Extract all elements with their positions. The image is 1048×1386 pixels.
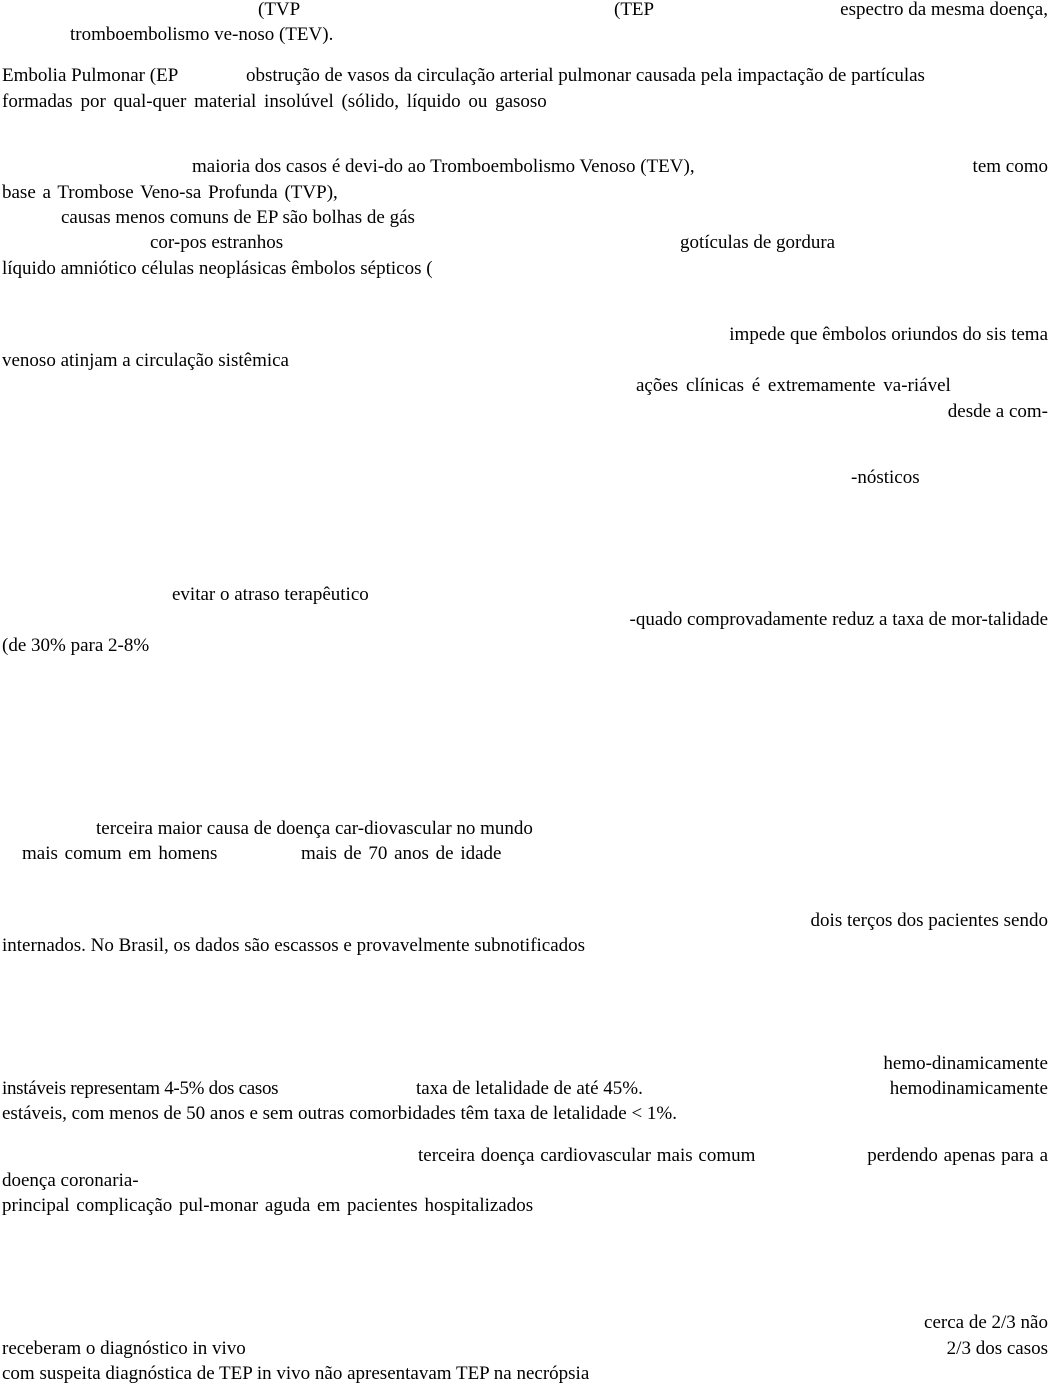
text-fragment-nosticos: -nósticos: [851, 467, 920, 488]
text-fragment-dois-tercos: dois terços dos pacientes sendo: [810, 910, 1048, 931]
text-fragment-terceira-doenca: terceira doença cardiovascular mais comum: [418, 1145, 756, 1166]
text-fragment-complicacao: principal complicação pul-monar aguda em pacientes hospitalizados: [2, 1195, 534, 1216]
text-fragment-homens: mais comum em homens: [22, 843, 218, 864]
text-fragment-liquido: líquido amniótico células neoplásicas êmbolos sépticos (: [2, 258, 433, 279]
text-fragment-base-tvp: base a Trombose Veno-sa Profunda (TVP),: [2, 182, 338, 203]
text-fragment-estaveis: estáveis, com menos de 50 anos e sem outras comorbidades têm taxa de letalidade < 1%.: [2, 1103, 677, 1124]
text-fragment-percent: (de 30% para 2-8%: [2, 635, 150, 656]
text-fragment-letalidade-45: taxa de letalidade de até 45%.: [416, 1078, 643, 1099]
text-fragment-internados: internados. No Brasil, os dados são escassos e provavelmente subnotificados: [2, 935, 586, 956]
text-fragment-hemodinamicamente-1: hemo-dinamicamente: [883, 1053, 1048, 1074]
text-fragment-cerca: cerca de 2/3 não: [924, 1312, 1048, 1333]
text-fragment-necropsia: com suspeita diagnóstica de TEP in vivo não apresentavam TEP na necrópsia: [2, 1363, 590, 1384]
text-fragment-receberam: receberam o diagnóstico in vivo: [2, 1338, 246, 1359]
text-fragment-impede: impede que êmbolos oriundos do sis tema: [729, 324, 1048, 345]
text-fragment-perdendo: perdendo apenas para a: [867, 1145, 1048, 1166]
text-fragment-goticulas: gotículas de gordura: [680, 232, 836, 253]
text-fragment-causas: causas menos comuns de EP são bolhas de gás: [61, 207, 415, 228]
text-fragment-terceira-maior: terceira maior causa de doença car-diovascular no mundo: [96, 818, 533, 839]
text-fragment-corpos: cor-pos estranhos: [150, 232, 284, 253]
text-fragment-formadas: formadas por qual-quer material insolúvel (sólido, líquido ou gasoso: [2, 91, 547, 112]
text-fragment-evitar: evitar o atraso terapêutico: [172, 584, 369, 605]
text-fragment-maioria: maioria dos casos é devi-do ao Tromboembolismo Venoso (TEV),: [192, 156, 695, 177]
text-fragment-acoes: ações clínicas é extremamente va-riável: [636, 375, 951, 396]
text-fragment-desde: desde a com-: [947, 401, 1048, 422]
text-fragment-tep: (TEP: [614, 0, 655, 20]
text-fragment-obstrucao: obstrução de vasos da circulação arterial pulmonar causada pela impactação de partículas: [246, 65, 925, 86]
text-fragment-instaveis: instáveis representam 4-5% dos casos: [2, 1078, 279, 1099]
text-fragment-dois-tercos-casos: 2/3 dos casos: [946, 1338, 1048, 1359]
text-fragment-tev: tromboembolismo ve-noso (TEV).: [70, 24, 334, 45]
text-fragment-idade: mais de 70 anos de idade: [301, 843, 502, 864]
text-fragment-venoso: venoso atinjam a circulação sistêmica: [2, 350, 289, 371]
text-fragment-coronaria: doença coronaria-: [2, 1170, 139, 1191]
text-fragment-embolia-pulmonar: Embolia Pulmonar (EP: [2, 65, 179, 86]
text-fragment-tem-como: tem como: [972, 156, 1048, 177]
text-fragment-tvp: (TVP: [258, 0, 301, 20]
text-fragment-hemodinamicamente-2: hemodinamicamente: [889, 1078, 1048, 1099]
text-fragment-quado: -quado comprovadamente reduz a taxa de mor-talidade: [629, 609, 1048, 630]
text-fragment-espectro: espectro da mesma doença,: [840, 0, 1048, 20]
